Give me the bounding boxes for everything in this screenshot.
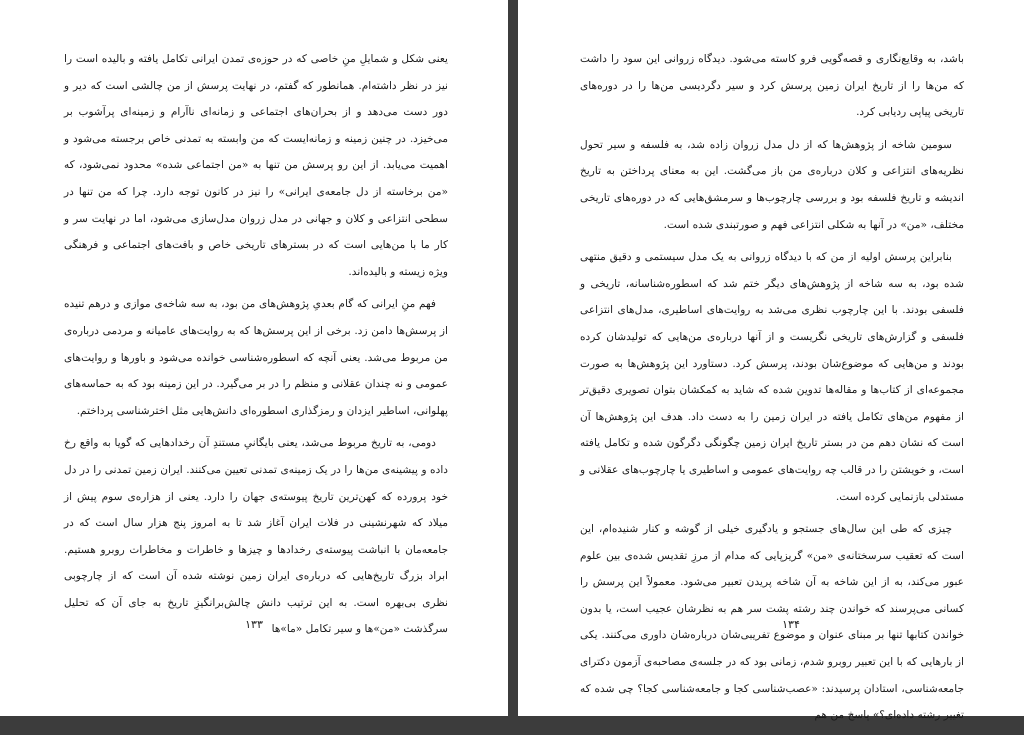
paragraph: دومی، به تاریخ مربوط می‌شد، یعنی بایگانیِ مستندِ آن رخدادهایی که گویا به واقع رخ داده و پیشینه‌ی من‌ها را در یک زمینه‌ی تمدنی تعیین می‌کنند. ایران زمین تمدنی را در دل خود پرورده که کهن‌ترین تاریخ پیوسته‌ی جهان را دارد. یعنی از هزاره‌ی سوم پیش از میلاد که شهرنشینی در فلات ایران آغاز شد تا به امروز پنج هزار سال است که در جامعه‌مان با انباشت پیوسته‌ی رخدادها و چیزها و خاطرات و مخاطرات روبرو هستیم. ابراد بزرگ تاریخ‌هایی که درباره‌ی ایران زمین نوشته شده آن است که از چارچوبی نظری بی‌بهره است. به این ترتیب دانش چالش‌برانگیزِ تاریخ به جای آن که تحلیل سرگذشت «من»ها و سیر تکامل «ما»ها — [64, 437, 448, 636]
paragraph: باشد، به وقایع‌نگاری و قصه‌گویی فرو کاسته می‌شود. دیدگاه زروانی این سود را داشت که من‌ها را از تاریخ ایران زمین پرسش کرد و سیر دگردیسی من‌ها را در دوره‌های تاریخی پیاپی ردیابی کرد. — [580, 53, 964, 119]
page-text-right — [580, 46, 964, 735]
page-text-left — [64, 46, 448, 649]
paragraph: بنابراین پرسش اولیه از من که با دیدگاه زروانی به یک مدل سیستمی و دقیق منتهی شده بود، به سه شاخه از پژوهش‌های دیگر ختم شد که اسطوره‌شناسانه، تاریخی و فلسفی بودند. با این چارچوب نظری می‌شد به روایت‌های اساطیری، مدل‌های انتزاعی فلسفی و گزارش‌های تاریخی نگریست و از آنها درباره‌ی من‌هایی که تولیدشان کرده بودند و من‌هایی که موضوع‌شان بودند، پرسش کرد. دستاورد این پژوهش‌ها به صورت مجموعه‌ای از کتاب‌ها و مقاله‌ها تدوین شده که شاید به کمکشان بتوان تصویری دقیق‌تر از مفهوم من‌های تکامل یافته در ایران زمین را به دست داد. هدف این پژوهش‌ها آن است که نشان دهم من در بستر تاریخ ایران زمین چگونگی دگرگون شده و تکامل یافته است، و خویشتن را در قالب چه روایت‌های عمومی و اساطیری یا چارچوب‌های عقلانی و مستدلی بازنمایی کرده است. — [580, 251, 964, 503]
page-number: ۱۳۴ — [782, 618, 800, 631]
paragraph: فهم منِ ایرانی که گام بعدیِ پژوهش‌های من بود، به سه شاخه‌ی موازی و درهم تنیده از پرسش‌ها دامن زد. برخی از این پرسش‌ها که به روایت‌های عامیانه و مردمی درباره‌ی من مربوط می‌شد. یعنی آنچه که اسطوره‌شناسی خوانده می‌شود و باورها و روایت‌های عمومی و نه چندان عقلانی و منظم را در بر می‌گیرد. در این زمینه بود که به حماسه‌های پهلوانی، اساطیر ایزدان و رمزگذاری اسطوره‌ای دانش‌هایی مثل اخترشناسی پرداختم. — [64, 298, 448, 417]
book-page-right — [518, 0, 1024, 722]
page-gutter — [508, 0, 518, 720]
paragraph: سومین شاخه از پژوهش‌ها که از دل مدل زروان زاده شد، به فلسفه و سیر تحول نظریه‌های انتزاعی و کلان درباره‌ی من باز می‌گشت. این به معنای پرداختن به تاریخ اندیشه و تاریخ فلسفه بود و بررسی چارچوب‌ها و سرمشق‌هایی که در دوره‌های تاریخی مختلف، «من» در آنها به شکلی انتزاعی فهم و صورتبندی شده است. — [580, 138, 964, 231]
book-page-left — [0, 0, 508, 716]
paragraph: چیزی که طی این سال‌های جستجو و یادگیری خیلی از گوشه و کنار شنیده‌ام، این است که تعقیب سرسختانه‌ی «من» گریزپایی که مدام از مرزِ تقدیس شده‌ی بین علوم عبور می‌کند، به از این شاخه به آن شاخه پریدن تعبیر می‌شود. معمولاً این پرسش را کسانی می‌پرسند که خواندن چند رشته پشت سر هم به نظرشان عجیب است، یا بدون خواندن کتابها تنها بر مبنای عنوان و موضوع تفریبی‌شان درباره‌شان داوری می‌کنند. یکی از بارهایی که با این تعبیر روبرو شدم، زمانی بود که در جلسه‌ی مصاحبه‌ی آزمون دکترای جامعه‌شناسی، استادان پرسیدند: «عصب‌شناسی کجا و جامعه‌شناسی کجا؟ چی شده که تغییر رشته داده‌ای؟» پاسخ من هم — [580, 523, 964, 722]
page-number: ۱۳۳ — [245, 618, 263, 631]
paragraph: یعنی شکل و شمایلِ منِ خاصی که در حوزه‌ی تمدن ایرانی تکامل یافته و بالیده است را نیز در نظر داشته‌ام. همانطور که گفتم، در نهایت پرسش از من چالشی است که دیر و دور دست می‌دهد و از بحران‌های اجتماعی و زمانه‌ای ناآرام و زمینه‌ای پرآشوب بر می‌خیزد. در چنین زمینه و زمانه‌ایست که من وابسته به تمدنی خاص برجسته می‌شود و اهمیت می‌یابد. از این رو پرسش من تنها به «من اجتماعی شده» محدود نمی‌شود، که «من برخاسته از دل جامعه‌ی ایرانی» را نیز در کانون توجه دارد. چرا که من تنها در سطحی انتزاعی و کلان و جهانی در مدل زروان مدل‌سازی می‌شود، اما در نهایت سر و کار ما با من‌هایی است که در بسترهای تاریخی خاص و بافت‌های اجتماعی و فرهنگی ویژه زیسته و بالیده‌اند. — [64, 53, 448, 278]
